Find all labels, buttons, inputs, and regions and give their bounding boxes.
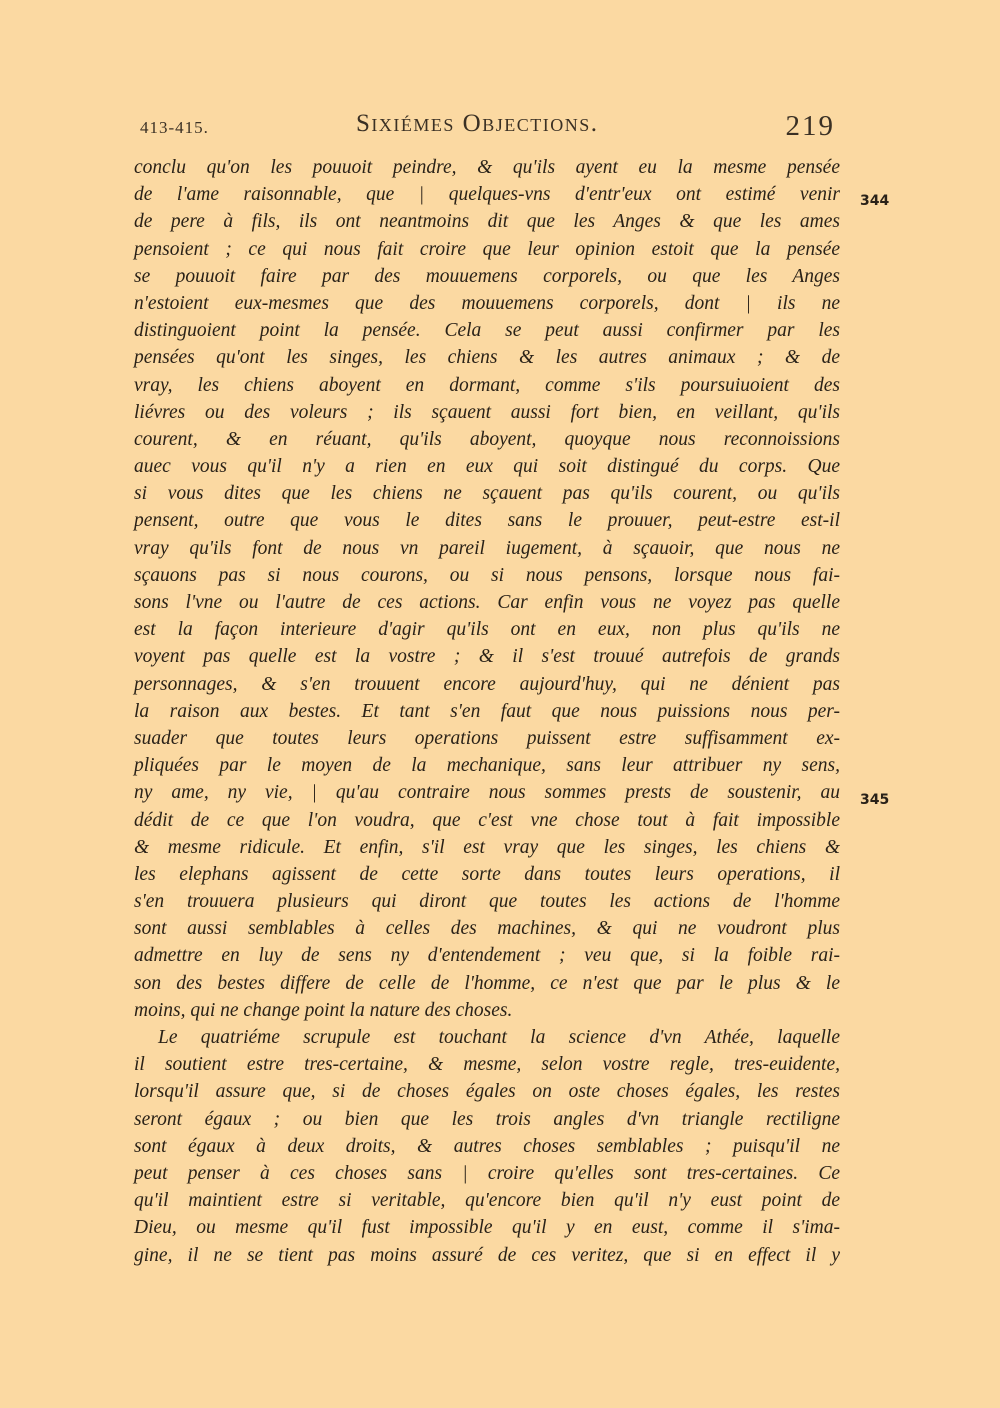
text-line: qu'il maintient estre si veritable, qu'encore bien qu'il n'y eust point de	[134, 1190, 840, 1212]
text-line: son des bestes differe de celle de l'homme, ce n'est que par le plus & le	[134, 972, 840, 994]
page-title: Sixiémes Objections.	[356, 110, 599, 137]
running-header	[140, 108, 835, 152]
text-line: dédit de ce que l'on voudra, que c'est vne chose tout à fait impossible	[134, 809, 840, 831]
text-line: Dieu, ou mesme qu'il fust impossible qu'il y en eust, comme il s'ima-	[134, 1217, 840, 1239]
text-line: personnages, & s'en trouuent encore aujourd'huy, qui ne dénient pas	[134, 673, 840, 695]
margin-page-ref: 344	[860, 193, 890, 209]
text-line: Le quatriéme scrupule est touchant la science d'vn Athée, laquelle	[158, 1027, 840, 1048]
text-line: est la façon interieure d'agir qu'ils ont en eux, non plus qu'ils ne	[134, 619, 840, 641]
text-line: admettre en luy de sens ny d'entendement ; veu que, si la foible rai-	[134, 945, 840, 967]
body-text	[134, 154, 840, 1269]
margin-page-ref: 345	[860, 792, 890, 808]
text-line: sont égaux à deux droits, & autres choses semblables ; puisqu'il ne	[134, 1135, 840, 1157]
text-line: liévres ou des voleurs ; ils sçauent aussi fort bien, en veillant, qu'ils	[134, 401, 840, 423]
text-line: pliquées par le moyen de la mechanique, sans leur attribuer ny sens,	[134, 755, 840, 777]
text-line: de pere à fils, ils ont neantmoins dit que les Anges & que les ames	[134, 211, 840, 233]
text-line: distinguoient point la pensée. Cela se peut aussi confirmer par les	[134, 320, 840, 342]
text-line: se pouuoit faire par des mouuemens corporels, ou que les Anges	[134, 265, 840, 287]
text-line: pensées qu'ont les singes, les chiens & les autres animaux ; & de	[134, 347, 840, 369]
text-line: n'estoient eux-mesmes que des mouuemens corporels, dont | ils ne	[134, 292, 840, 314]
text-line: de l'ame raisonnable, que | quelques-vns d'entr'eux ont estimé venir	[134, 184, 840, 206]
text-line: sçauons pas si nous courons, ou si nous pensons, lorsque nous fai-	[134, 564, 840, 586]
text-line: conclu qu'on les pouuoit peindre, & qu'ils ayent eu la mesme pensée	[134, 157, 840, 178]
page-number: 219	[785, 110, 835, 142]
text-line: courent, & en réuant, qu'ils aboyent, quoyque nous reconnoissions	[134, 428, 840, 450]
text-line: sont aussi semblables à celles des machines, & qui ne voudront plus	[134, 918, 840, 940]
text-line: peut penser à ces choses sans | croire qu'elles sont tres-certaines. Ce	[134, 1162, 840, 1184]
text-line: s'en trouuera plusieurs qui diront que toutes les actions de l'homme	[134, 891, 840, 913]
text-line: vray qu'ils font de nous vn pareil iugement, à sçauoir, que nous ne	[134, 537, 840, 559]
text-line: gine, il ne se tient pas moins assuré de ces veritez, que si en effect il y	[134, 1244, 840, 1266]
text-line: seront égaux ; ou bien que les trois angles d'vn triangle rectiligne	[134, 1108, 840, 1130]
text-line: la raison aux bestes. Et tant s'en faut que nous puissions nous per-	[134, 700, 840, 722]
text-line: moins, qui ne change point la nature des choses.	[134, 999, 513, 1021]
section-reference: 413-415.	[140, 118, 209, 137]
text-line: pensoient ; ce qui nous fait croire que leur opinion estoit que la pensée	[134, 238, 840, 260]
text-line: & mesme ridicule. Et enfin, s'il est vray que les singes, les chiens &	[134, 836, 840, 858]
text-line: si vous dites que les chiens ne sçauent pas qu'ils courent, ou qu'ils	[134, 483, 840, 505]
text-line: auec vous qu'il n'y a rien en eux qui soit distingué du corps. Que	[134, 456, 840, 478]
text-line: sons l'vne ou l'autre de ces actions. Car enfin vous ne voyez pas quelle	[134, 592, 840, 613]
text-line: vray, les chiens aboyent en dormant, comme s'ils poursuiuoient des	[134, 374, 840, 396]
text-line: ny ame, ny vie, | qu'au contraire nous sommes prests de soustenir, au	[134, 782, 840, 804]
text-line: pensent, outre que vous le dites sans le prouuer, peut-estre est-il	[134, 510, 840, 532]
text-line: voyent pas quelle est la vostre ; & il s'est trouué autrefois de grands	[134, 646, 840, 668]
text-line: lorsqu'il assure que, si de choses égales on oste choses égales, les restes	[134, 1081, 840, 1103]
text-line: les elephans agissent de cette sorte dans toutes leurs operations, il	[134, 863, 840, 885]
text-line: il soutient estre tres-certaine, & mesme, selon vostre regle, tres-euidente,	[134, 1054, 840, 1076]
text-line: suader que toutes leurs operations puissent estre suffisamment ex-	[134, 727, 840, 749]
